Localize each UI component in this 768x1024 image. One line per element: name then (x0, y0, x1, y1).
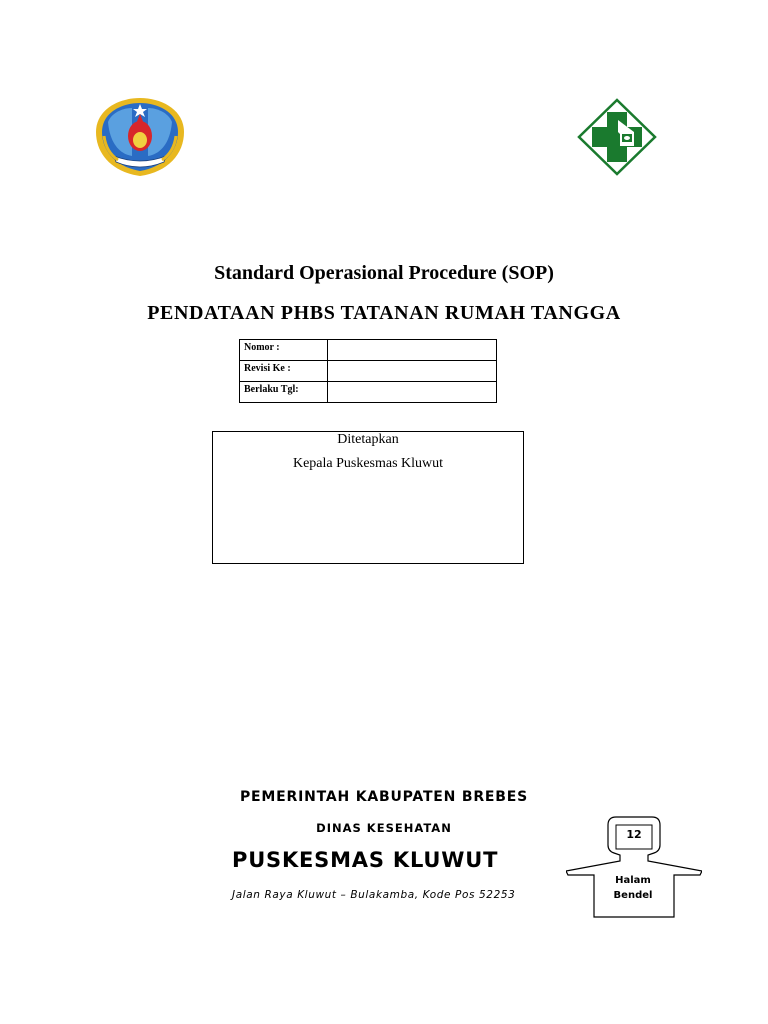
document-title: Standard Operasional Procedure (SOP) (214, 262, 554, 284)
meta-label: Nomor : (240, 340, 328, 361)
procedure-title: PENDATAAN PHBS TATANAN RUMAH TANGGA (147, 302, 621, 324)
binder-label-line2: Bendel (613, 890, 653, 901)
puskesmas-logo (576, 98, 658, 176)
department-name: DINAS KESEHATAN (316, 821, 452, 835)
binder-number: 12 (626, 828, 642, 841)
government-name: PEMERINTAH KABUPATEN BREBES (240, 789, 528, 805)
approval-heading: Ditetapkan (337, 432, 399, 447)
document-meta-table (239, 339, 497, 403)
meta-row-nomor (240, 340, 497, 361)
meta-value (327, 382, 496, 403)
facility-name: PUSKESMAS KLUWUT (232, 848, 499, 872)
meta-value (327, 340, 496, 361)
meta-value (327, 361, 496, 382)
meta-label: Revisi Ke : (240, 361, 328, 382)
facility-address: Jalan Raya Kluwut – Bulakamba, Kode Pos 52253 (232, 889, 516, 901)
binder-label-line1: Halam (615, 875, 651, 886)
approval-box (212, 431, 524, 564)
meta-row-revisi (240, 361, 497, 382)
meta-label: Berlaku Tgl: (240, 382, 328, 403)
regency-emblem-logo (92, 96, 188, 178)
meta-row-berlaku (240, 382, 497, 403)
approval-signatory: Kepala Puskesmas Kluwut (292, 456, 444, 471)
